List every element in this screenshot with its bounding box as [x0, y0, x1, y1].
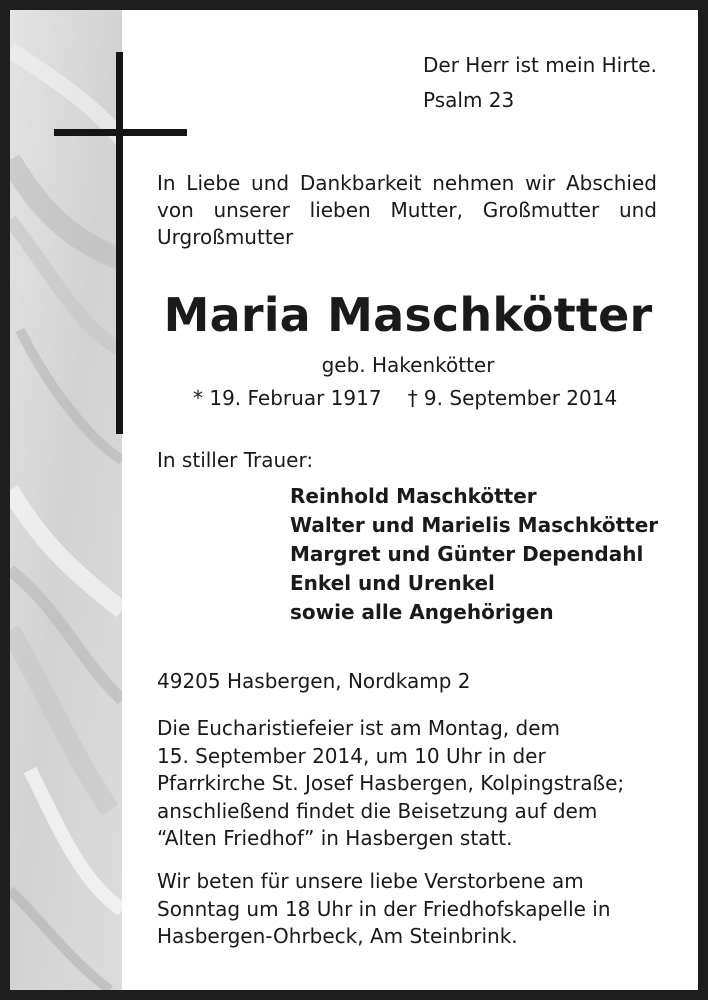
intro-line: Urgroßmutter — [157, 225, 294, 249]
service-line: anschließend findet die Beisetzung auf dem — [157, 798, 598, 823]
death-date: † 9. September 2014 — [407, 386, 618, 410]
address: 49205 Hasbergen, Nordkamp 2 — [157, 669, 471, 693]
service-line: Die Eucharistiefeier ist am Montag, dem — [157, 716, 560, 740]
cross-bar — [54, 129, 187, 136]
birth-date: * 19. Februar 1917 — [193, 386, 382, 410]
motto: Der Herr ist mein Hirte. — [423, 53, 657, 77]
marble-strip-image — [10, 10, 122, 990]
obituary-card — [10, 10, 698, 990]
psalm-reference: Psalm 23 — [423, 88, 515, 112]
mourner-entry: Margret und Günter Dependahl — [290, 542, 644, 566]
life-dates — [193, 384, 617, 412]
intro-line: In Liebe und Dankbarkeit nehmen wir Abschied — [157, 171, 657, 195]
prayer-line: Sonntag um 18 Uhr in der Friedhofskapelle in — [157, 896, 611, 921]
mourner-entry: Enkel und Urenkel — [290, 571, 495, 595]
prayer-line: Hasbergen-Ohrbeck, Am Steinbrink. — [157, 924, 518, 948]
mourner-entry: Walter und Marielis Maschkötter — [290, 513, 659, 537]
service-line: “Alten Friedhof” in Hasbergen statt. — [157, 826, 513, 850]
mourner-entry: sowie alle Angehörigen — [290, 600, 554, 624]
prayer-info — [157, 868, 611, 951]
deceased-name: Maria Maschkötter — [163, 288, 653, 342]
intro-text — [157, 170, 657, 251]
prayer-line: Wir beten für unsere liebe Verstorbene am — [157, 869, 584, 893]
cross-icon — [116, 52, 123, 434]
intro-line: von unserer lieben Mutter, Großmutter und — [157, 198, 657, 222]
service-line: Pfarrkirche St. Josef Hasbergen, Kolpingstraße; — [157, 771, 625, 795]
service-info — [157, 715, 624, 853]
mourners-list — [290, 482, 658, 627]
birth-name: geb. Hakenkötter — [321, 353, 495, 377]
mourning-heading: In stiller Trauer: — [157, 448, 314, 472]
mourner-entry: Reinhold Maschkötter — [290, 484, 537, 508]
service-line: 15. September 2014, um 10 Uhr in der — [157, 743, 546, 768]
